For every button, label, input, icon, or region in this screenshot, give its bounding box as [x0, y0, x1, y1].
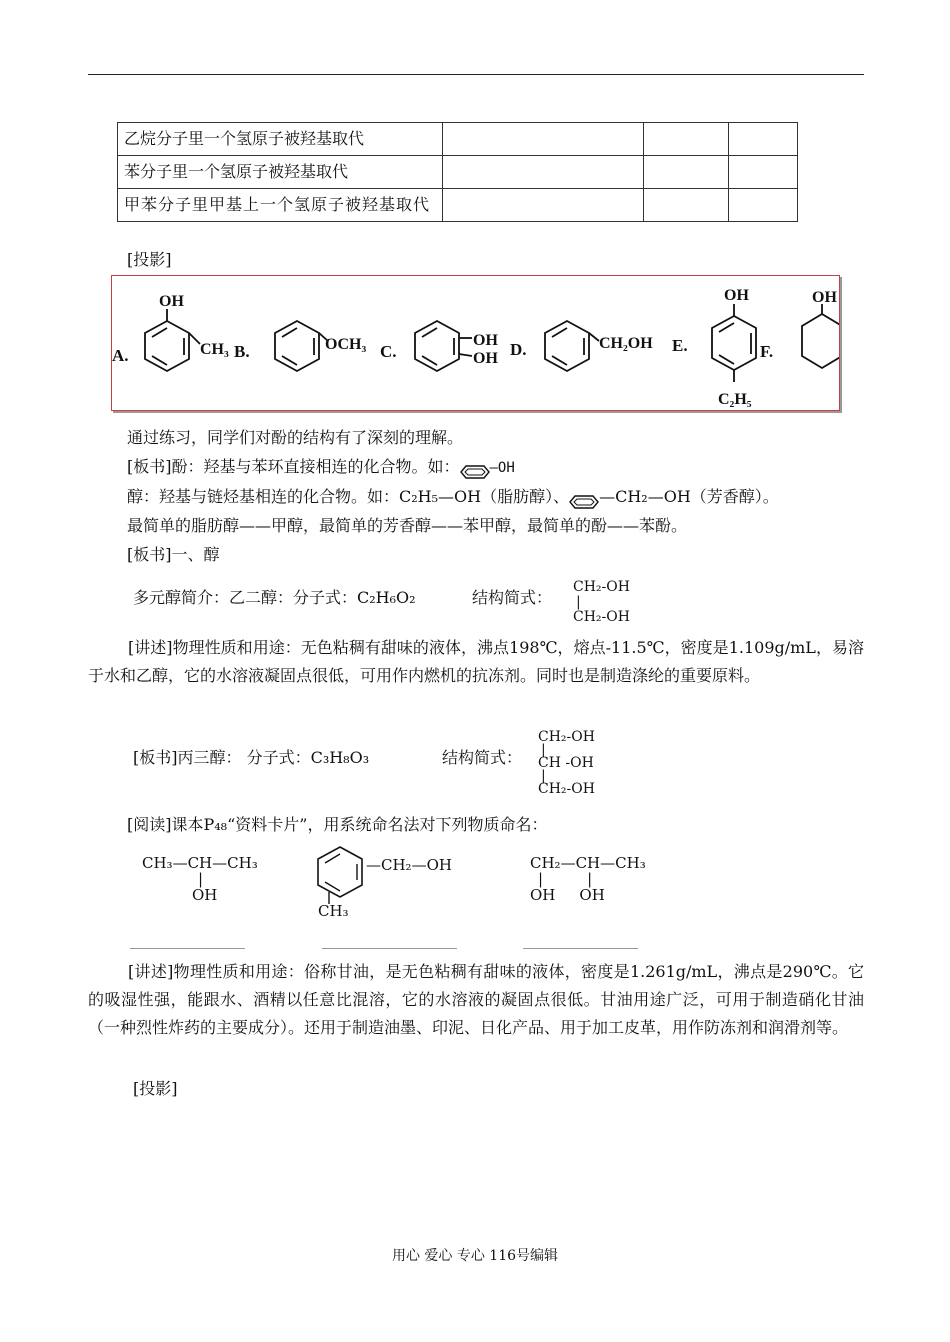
glycerol-line: CH₂-OH: [538, 781, 595, 797]
answer-blank[interactable]: [523, 948, 638, 949]
glycerol-structure: CH₂-OH | CH -OH | CH₂-OH: [538, 729, 595, 797]
alcohol-definition: [127, 484, 779, 510]
substitution-table: [117, 122, 798, 222]
glycol-properties: [讲述]物理性质和用途：无色粘稠有甜味的液体，沸点198℃，熔点-11.5℃，密度是1.109g/mL，易溶于水和乙醇，它的水溶液凝固点很低，可用作内燃机的抗冻剂。同时也是制造涤纶的重要原料。: [88, 638, 864, 685]
simplest-line: 最简单的脂肪醇——甲醇，最简单的芳香醇——苯甲醇，最简单的酚——苯酚。: [127, 516, 688, 535]
label-b: B.: [234, 342, 250, 361]
reading-line: [阅读]课本P₄₈“资料卡片”，用系统命名法对下列物质命名：: [127, 815, 548, 834]
group-text: C₂H₅: [718, 391, 752, 408]
glycerol-properties: [讲述]物理性质和用途：俗称甘油，是无色粘稠有甜味的液体，密度是1.261g/mL，沸点是290℃。它的吸湿性强，能跟水、酒精以任意比混溶，它的水溶液的凝固点很低。甘油用途广泛，可用于制造硝化甘油（一种烈性炸药的主要成分）。还用于制造油墨、印泥、日化产品、用于加工皮革，用作防冻剂和润滑剂等。: [88, 962, 864, 1037]
table-cell: [644, 156, 729, 189]
table-cell: [443, 156, 644, 189]
table-row: [118, 123, 798, 156]
group-text: OH: [724, 287, 749, 304]
table-cell: [729, 189, 798, 222]
header-rule: [88, 74, 864, 75]
glycol-structure: CH₂-OH | CH₂-OH: [573, 579, 630, 625]
structure-text: CH₃: [318, 902, 349, 920]
answer-blank[interactable]: [130, 948, 245, 949]
summary-line: 通过练习，同学们对酚的结构有了深刻的理解。: [127, 428, 464, 447]
phenol-def-text: [板书]酚：羟基与苯环直接相连的化合物。如：: [127, 457, 460, 476]
glycerol-line: CH -OH: [538, 755, 594, 771]
structure-text: OH: [530, 886, 556, 904]
table-cell: [644, 189, 729, 222]
glycerol-line: CH₂-OH: [538, 729, 595, 745]
structure-text: CH₂—CH—CH₃: [530, 854, 646, 872]
alcohol-def-b: —CH₂—OH（芳香醇）。: [599, 487, 779, 506]
group-text: OH: [473, 350, 498, 367]
group-text: CH₃: [200, 341, 229, 358]
group-text: OH: [473, 332, 498, 349]
phenol-oh-text: —OH: [489, 460, 515, 476]
benzene-ring-icon: [712, 316, 756, 370]
table-cell: [443, 189, 644, 222]
naming-structure-2: [312, 842, 472, 922]
glycol-line: CH₂-OH: [573, 609, 630, 625]
board-alcohol: [板书]一、醇: [127, 545, 220, 564]
group-text: CH₂OH: [599, 335, 653, 352]
group-text: OH: [159, 293, 184, 310]
label-e: E.: [672, 336, 688, 355]
structure-svg: [112, 276, 839, 410]
structure-figure: [111, 275, 840, 411]
projection-label: [投影]: [127, 250, 172, 269]
label-f: F.: [760, 342, 774, 361]
label-c: C.: [380, 342, 397, 361]
page-footer: 用心 爱心 专心 116号编辑: [391, 1248, 559, 1264]
table-cell: 甲苯分子里甲基上一个氢原子被羟基取代: [118, 189, 443, 222]
table-row: [118, 156, 798, 189]
benzene-inline-icon: [460, 461, 490, 475]
benzene-inline-icon: [569, 491, 599, 505]
naming-structure-3: CH₂—CH—CH₃ | | OH OH: [530, 854, 646, 904]
projection-label: [投影]: [133, 1079, 178, 1098]
phenol-definition: [127, 454, 515, 481]
structure-text: —CH₂—OH: [366, 856, 452, 874]
struct-label: 结构简式：: [472, 588, 553, 607]
table-cell: [443, 123, 644, 156]
glycerol-board: [板书]丙三醇： 分子式：C₃H₈O₃: [133, 748, 370, 767]
struct-label: 结构简式：: [442, 748, 523, 767]
table-cell: 苯分子里一个氢原子被羟基取代: [118, 156, 443, 189]
group-text: OH: [812, 289, 837, 306]
structure-text: OH: [579, 886, 605, 904]
table-cell: [729, 123, 798, 156]
table-cell: [644, 123, 729, 156]
cyclohexane-ring-icon: [802, 314, 839, 368]
glycol-line: CH₂-OH: [573, 579, 630, 595]
naming-structure-1: CH₃—CH—CH₃ | OH: [142, 854, 258, 904]
label-d: D.: [510, 340, 527, 359]
table-row: [118, 189, 798, 222]
structure-text: CH₃—CH—CH₃: [142, 854, 258, 872]
structure-text: OH: [192, 886, 218, 904]
table-cell: 乙烷分子里一个氢原子被羟基取代: [118, 123, 443, 156]
table-cell: [729, 156, 798, 189]
answer-blank[interactable]: [322, 948, 457, 949]
alcohol-def-a: 醇：羟基与链烃基相连的化合物。如：C₂H₅—OH（脂肪醇）、: [127, 487, 570, 506]
label-a: A.: [112, 346, 129, 365]
group-text: OCH₃: [325, 336, 367, 353]
polyol-intro: 多元醇简介：乙二醇：分子式：C₂H₆O₂: [133, 588, 416, 607]
